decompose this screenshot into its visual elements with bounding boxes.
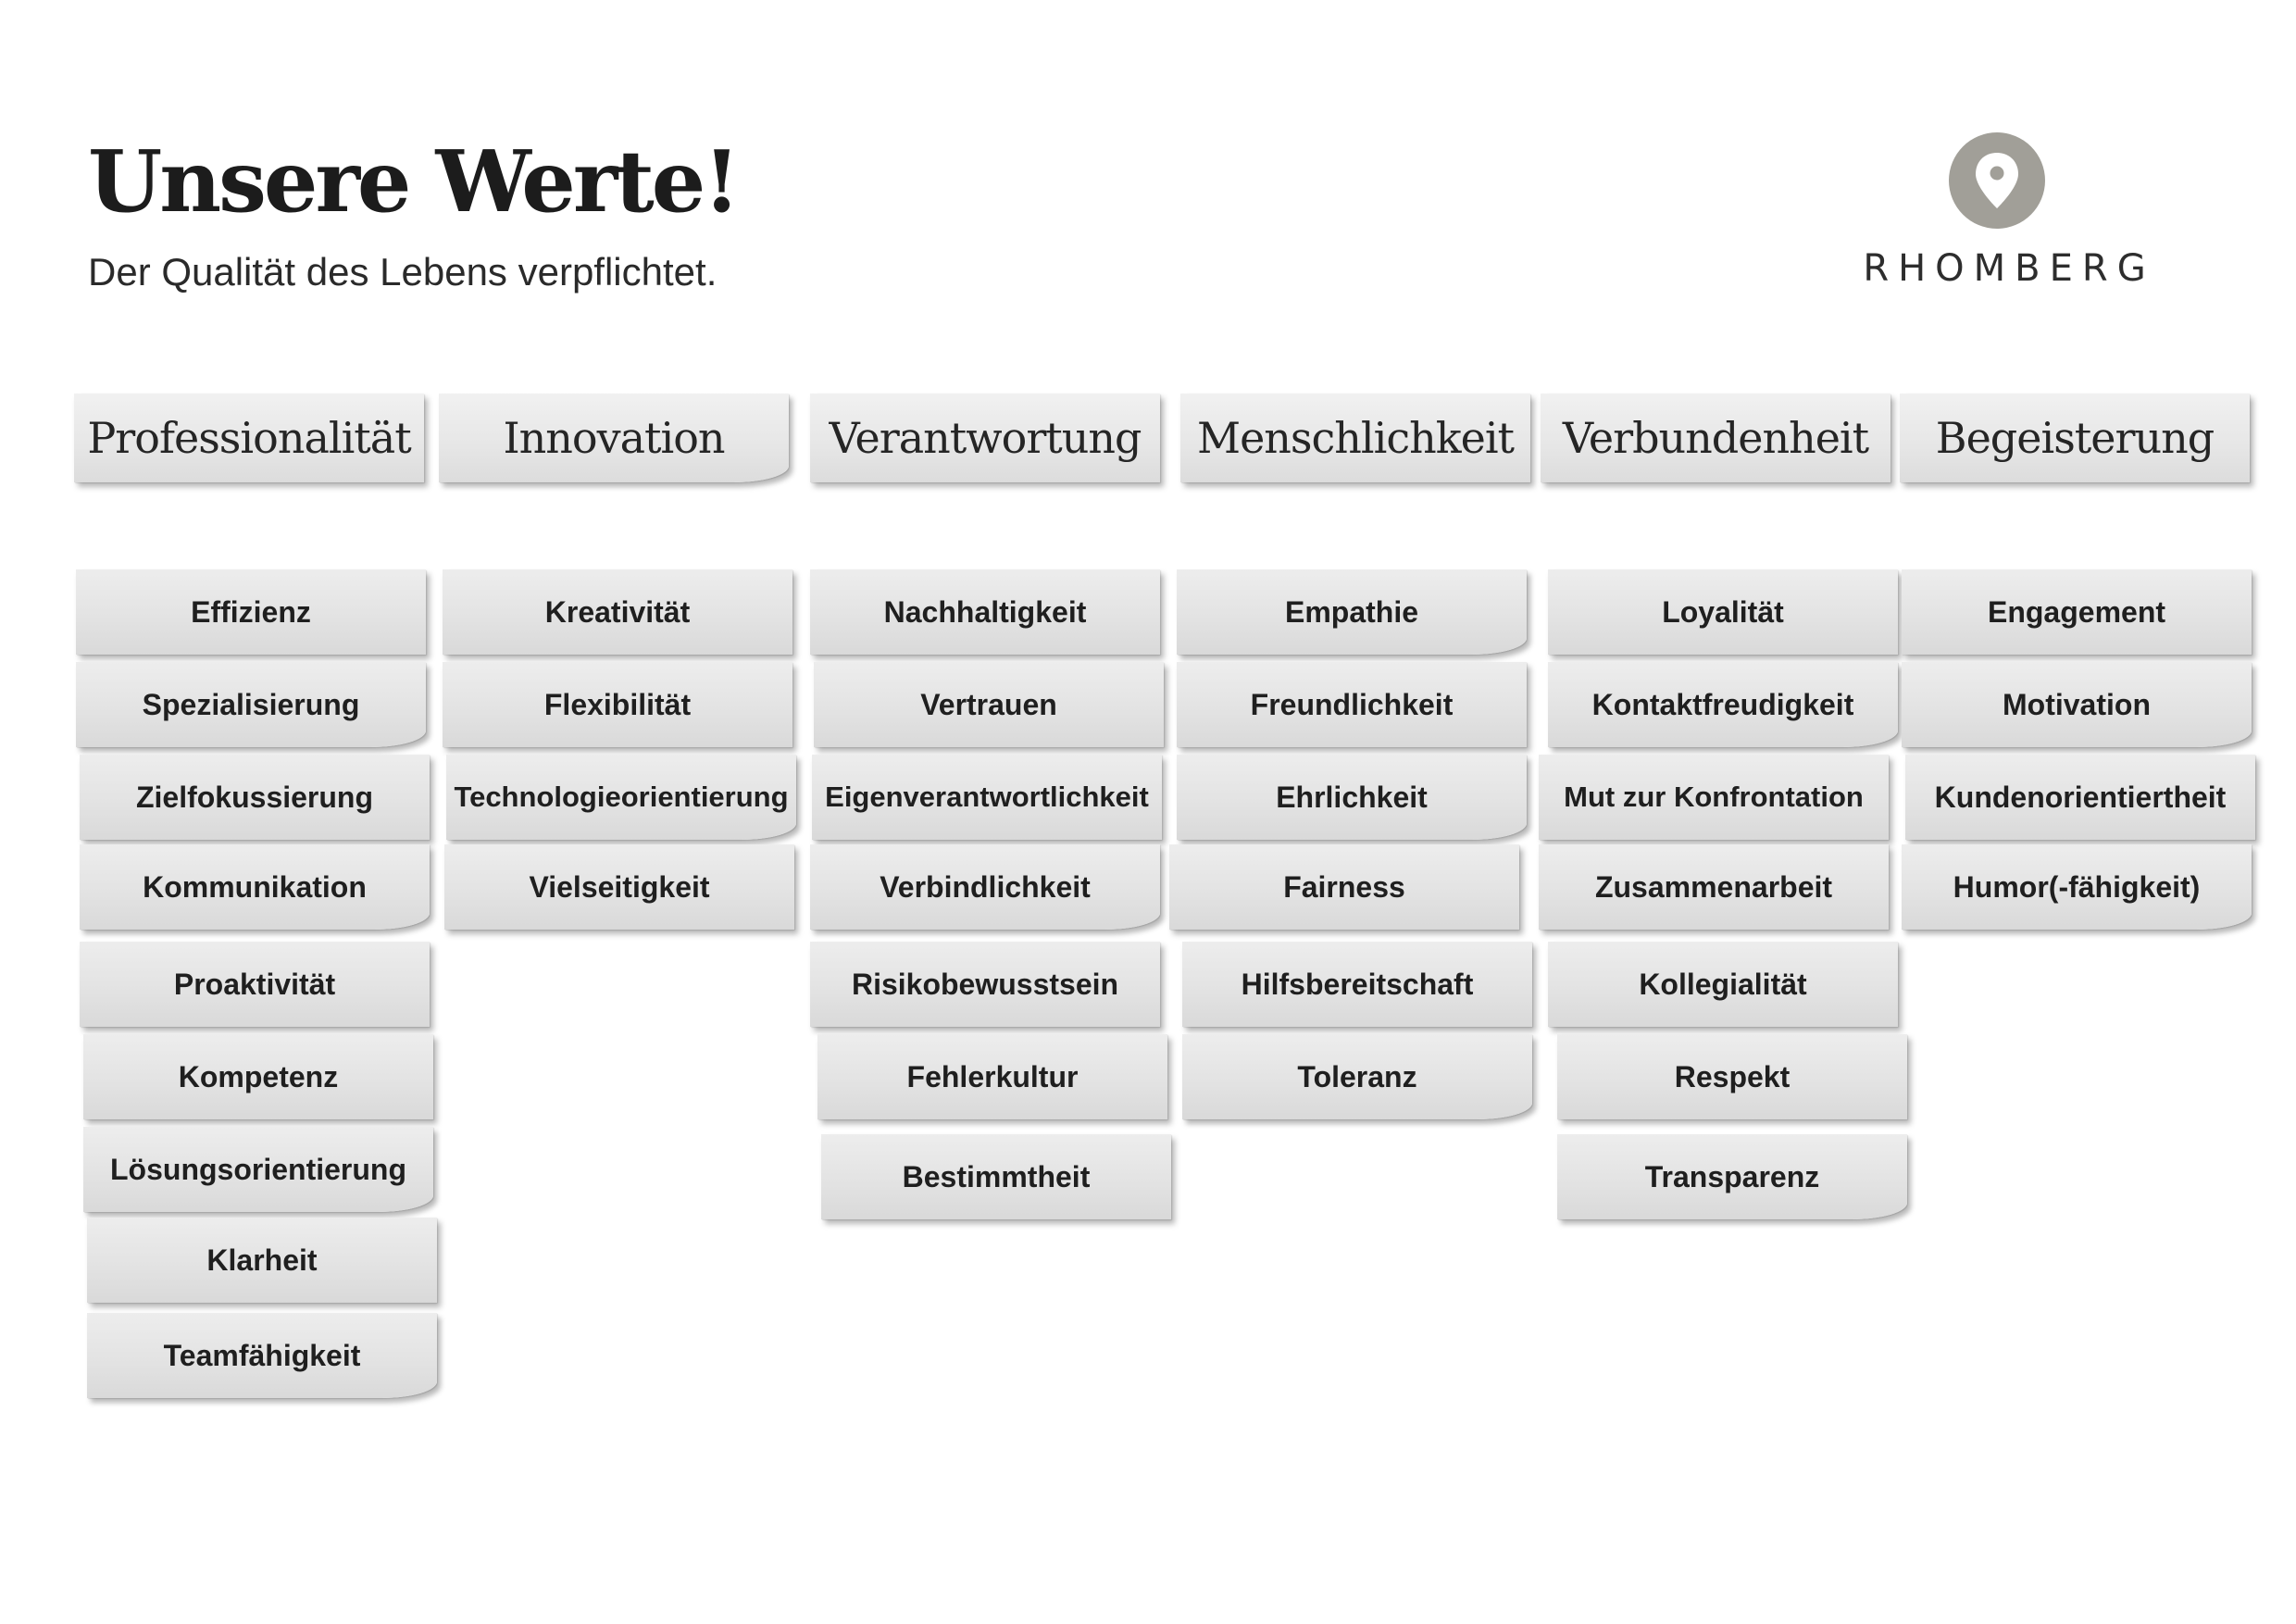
value-note: Lösungsorientierung xyxy=(83,1127,433,1212)
page-title: Unsere Werte! xyxy=(88,131,738,231)
value-note: Empathie xyxy=(1177,569,1527,655)
page-subtitle: Der Qualität des Lebens verpflichtet. xyxy=(88,250,718,294)
value-note: Respekt xyxy=(1557,1034,1907,1119)
value-note: Bestimmtheit xyxy=(821,1134,1171,1219)
value-note: Motivation xyxy=(1902,662,2252,747)
value-note: Kompetenz xyxy=(83,1034,433,1119)
value-note: Effizienz xyxy=(76,569,426,655)
value-note: Vielseitigkeit xyxy=(444,844,794,930)
value-note: Proaktivität xyxy=(80,942,430,1027)
value-note: Humor(-fähigkeit) xyxy=(1902,844,2252,930)
value-note: Zielfokussierung xyxy=(80,755,430,840)
value-note: Flexibilität xyxy=(443,662,792,747)
value-note: Kommunikation xyxy=(80,844,430,930)
column-heading: Begeisterung xyxy=(1900,394,2250,482)
brand-wordmark: RHOMBERG xyxy=(1863,247,2155,290)
column-heading: Menschlichkeit xyxy=(1180,394,1530,482)
value-note: Kontaktfreudigkeit xyxy=(1548,662,1898,747)
value-note: Kreativität xyxy=(443,569,792,655)
value-note: Teamfähigkeit xyxy=(87,1313,437,1398)
value-note: Zusammenarbeit xyxy=(1539,844,1889,930)
value-note: Kollegialität xyxy=(1548,942,1898,1027)
value-note: Fehlerkultur xyxy=(817,1034,1167,1119)
value-note: Ehrlichkeit xyxy=(1177,755,1527,840)
column-heading: Verbundenheit xyxy=(1541,394,1890,482)
value-note: Fairness xyxy=(1169,844,1519,930)
value-note: Verbindlichkeit xyxy=(810,844,1160,930)
value-note: Loyalität xyxy=(1548,569,1898,655)
value-note: Toleranz xyxy=(1182,1034,1532,1119)
value-note: Kundenorientiertheit xyxy=(1905,755,2255,840)
column-heading: Professionalität xyxy=(74,394,424,482)
value-note: Engagement xyxy=(1902,569,2252,655)
column-heading: Verantwortung xyxy=(810,394,1160,482)
value-note: Freundlichkeit xyxy=(1177,662,1527,747)
value-note: Hilfsbereitschaft xyxy=(1182,942,1532,1027)
value-note: Vertrauen xyxy=(814,662,1164,747)
value-note: Spezialisierung xyxy=(76,662,426,747)
column-heading: Innovation xyxy=(439,394,789,482)
value-note: Klarheit xyxy=(87,1218,437,1303)
value-note: Mut zur Konfrontation xyxy=(1539,755,1889,840)
value-note: Transparenz xyxy=(1557,1134,1907,1219)
value-note: Technologieorientierung xyxy=(446,755,796,840)
value-note: Nachhaltigkeit xyxy=(810,569,1160,655)
value-note: Risikobewusstsein xyxy=(810,942,1160,1027)
value-note: Eigenverantwortlichkeit xyxy=(812,755,1162,840)
